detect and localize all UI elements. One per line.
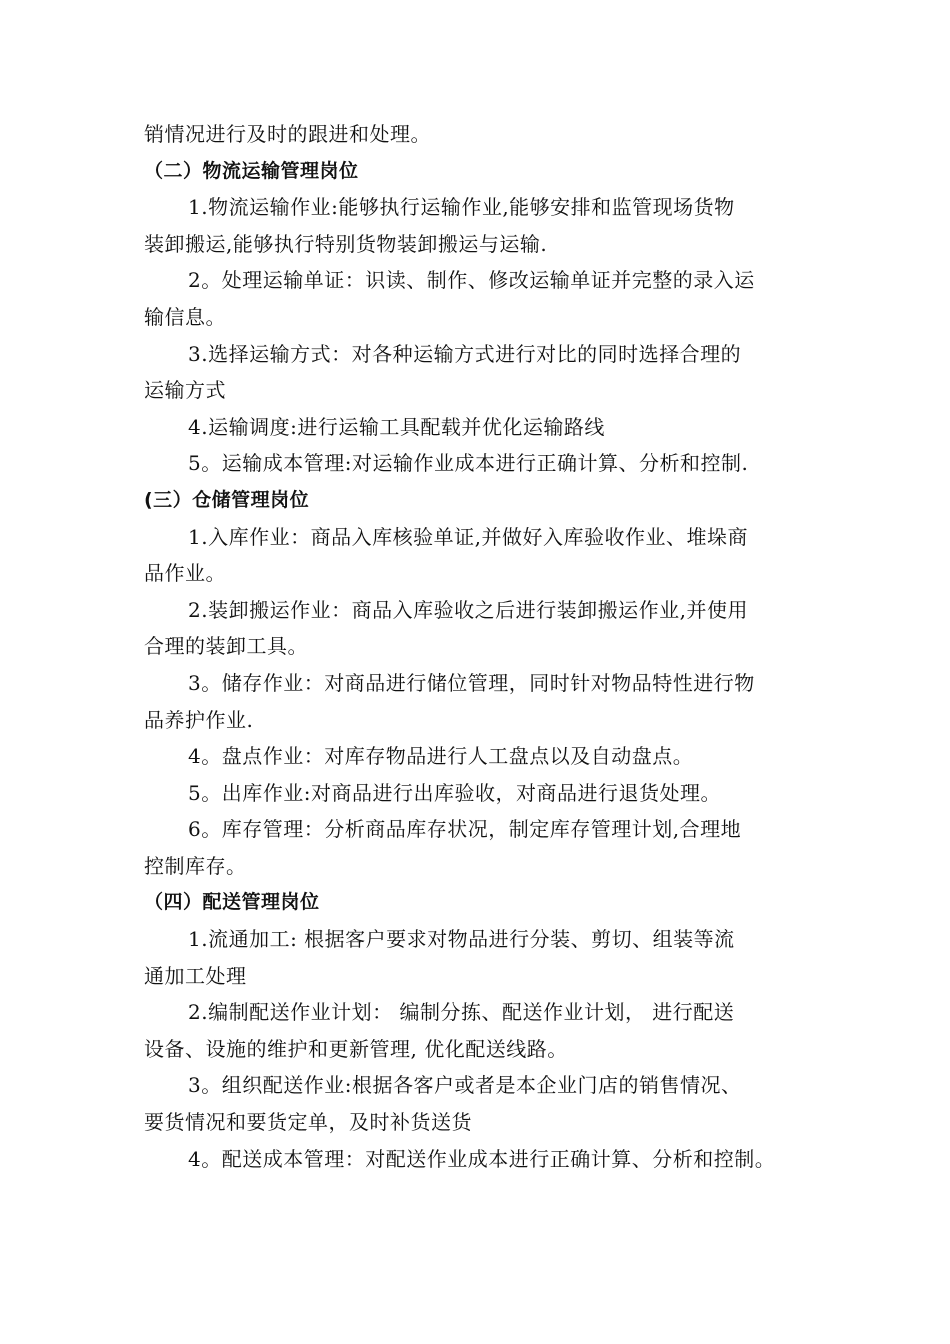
text-line: 装卸搬运,能够执行特别货物装卸搬运与运输. [144, 231, 548, 256]
text-line: 品作业。 [144, 561, 226, 586]
list-item-text: 6。库存管理：分析商品库存状况，制定库存管理计划,合理地 [188, 817, 742, 842]
text-line: 输信息。 [144, 304, 226, 329]
text-line: 运输方式 [144, 378, 226, 403]
list-item-text: 3。储存作业：对商品进行储位管理，同时针对物品特性进行物 [188, 670, 755, 695]
text-line: 通加工处理 [144, 963, 247, 988]
list-item-text: 2.编制配送作业计划： 编制分拣、配送作业计划， 进行配送 [188, 1000, 735, 1025]
list-item-text: 4.运输调度:进行运输工具配载并优化运输路线 [188, 414, 605, 439]
list-item-text: 2。处理运输单证：识读、制作、修改运输单证并完整的录入运 [188, 268, 755, 293]
list-item-text: 3.选择运输方式：对各种运输方式进行对比的同时选择合理的 [188, 341, 742, 366]
text-line: 销情况进行及时的跟进和处理。 [144, 122, 431, 146]
list-item-text: 5。出库作业:对商品进行出库验收，对商品进行退货处理。 [188, 780, 721, 805]
list-item-text: 1.入库作业：商品入库核验单证,并做好入库验收作业、堆垛商 [188, 524, 748, 549]
list-item-text: 4。配送成本管理：对配送作业成本进行正确计算、分析和控制。 [188, 1146, 776, 1171]
list-item-text: 4。盘点作业：对库存物品进行人工盘点以及自动盘点。 [188, 744, 694, 769]
list-item-text: 1.流通加工: 根据客户要求对物品进行分装、剪切、组装等流 [188, 927, 735, 952]
section-heading-warehouse: (三）仓储管理岗位 [144, 488, 310, 511]
text-line: 品养护作业. [144, 707, 254, 732]
section-heading-distribution: （四）配送管理岗位 [144, 891, 320, 914]
text-line: 要货情况和要货定单，及时补货送货 [144, 1110, 472, 1135]
text-line: 设备、设施的维护和更新管理, 优化配送线路。 [144, 1036, 568, 1061]
list-item-text: 2.装卸搬运作业：商品入库验收之后进行装卸搬运作业,并使用 [188, 597, 748, 622]
list-item-text: 5。运输成本管理:对运输作业成本进行正确计算、分析和控制. [188, 451, 749, 476]
text-line: 控制库存。 [144, 853, 247, 878]
list-item-text: 1.物流运输作业:能够执行运输作业,能够安排和监管现场货物 [188, 195, 735, 220]
document-page [144, 116, 816, 1177]
list-item-text: 3。组织配送作业:根据各客户或者是本企业门店的销售情况、 [188, 1073, 742, 1098]
section-heading-transport: （二）物流运输管理岗位 [144, 159, 359, 182]
text-line: 合理的装卸工具。 [144, 634, 308, 659]
